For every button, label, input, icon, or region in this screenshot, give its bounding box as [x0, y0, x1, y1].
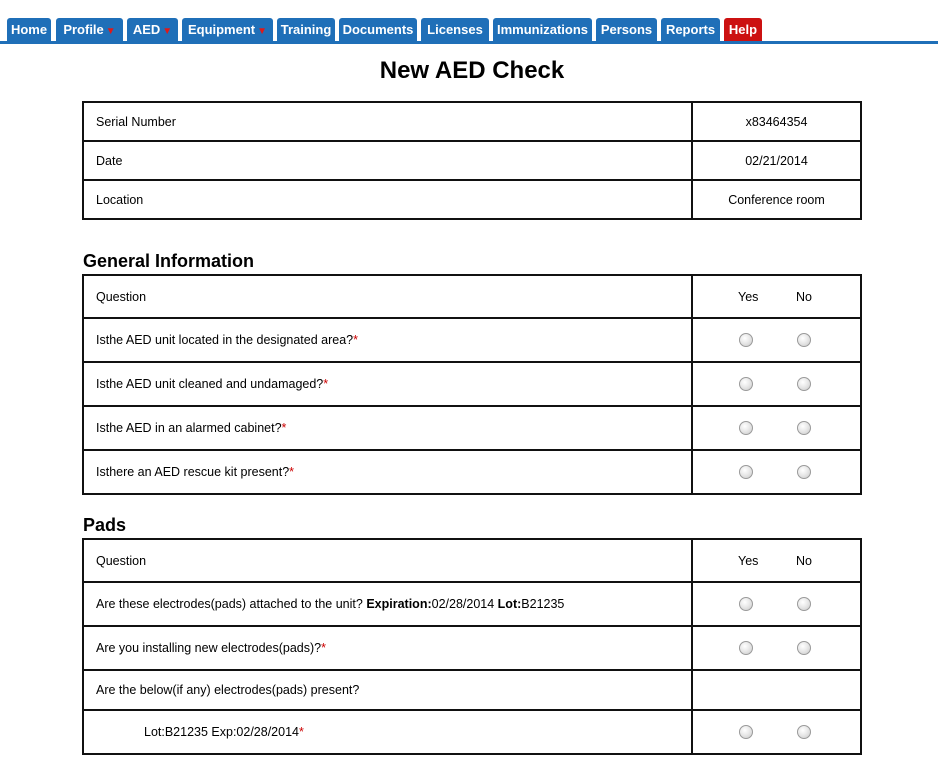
answer-cell [692, 626, 861, 670]
general-info-table [82, 274, 862, 495]
tab-reports[interactable] [661, 18, 720, 42]
question-row [83, 582, 861, 626]
tab-persons[interactable] [596, 18, 657, 42]
table-header-row [83, 539, 861, 582]
tab-equipment[interactable] [182, 18, 273, 42]
required-mark: * [323, 377, 329, 391]
caret-down-icon: ▼ [105, 26, 116, 37]
info-value-cell [692, 180, 861, 219]
required-mark: * [321, 641, 326, 655]
question-text: Isthe AED unit located in the designated area? [96, 333, 354, 347]
info-label: Date [83, 141, 692, 180]
tab-label: Documents [342, 22, 414, 37]
empty-answer-cell [692, 670, 861, 710]
required-mark: * [281, 421, 287, 435]
yes-radio[interactable] [739, 725, 753, 739]
question-row [83, 626, 861, 670]
question-text: Isthe AED unit cleaned and undamaged? [96, 377, 324, 391]
pads-table [82, 538, 862, 755]
answer-cell [692, 450, 861, 494]
question-row [83, 450, 861, 494]
tab-licenses[interactable] [421, 18, 489, 42]
no-radio[interactable] [797, 725, 811, 739]
date-value: 02/21/2014 [745, 153, 808, 168]
yes-header: Yes [738, 553, 759, 568]
lot-label: Lot: [497, 597, 522, 611]
question-header: Question [83, 539, 692, 582]
yes-radio[interactable] [739, 597, 753, 611]
lot-value: B21235 [521, 597, 565, 611]
top-nav [0, 0, 938, 45]
answer-cell [692, 582, 861, 626]
tab-label: Home [10, 22, 48, 37]
question-text: Are these electrodes(pads) attached to the unit? [96, 597, 363, 611]
required-mark: * [299, 725, 304, 739]
question-row [83, 406, 861, 450]
answer-cell [692, 362, 861, 406]
question-text: Are you installing new electrodes(pads)? [96, 641, 322, 655]
question-cell [83, 362, 692, 406]
question-text: Are the below(if any) electrodes(pads) present? [96, 683, 360, 697]
info-value-cell [692, 141, 861, 180]
nav-underline [0, 41, 938, 44]
question-row [83, 670, 861, 710]
question-cell [83, 406, 692, 450]
no-radio[interactable] [797, 641, 811, 655]
info-row-date [83, 141, 861, 180]
no-radio[interactable] [797, 333, 811, 347]
tab-label: Help [728, 22, 758, 37]
question-cell [83, 626, 692, 670]
tab-documents[interactable] [339, 18, 417, 42]
question-row [83, 710, 861, 754]
location-value: Conference room [728, 192, 825, 207]
tab-profile[interactable] [56, 18, 123, 42]
caret-down-icon: ▼ [162, 26, 173, 37]
required-mark: * [353, 333, 358, 347]
yes-radio[interactable] [739, 641, 753, 655]
question-header: Question [83, 275, 692, 318]
answer-cell [692, 406, 861, 450]
question-cell [83, 450, 692, 494]
no-header: No [796, 553, 812, 568]
required-mark: * [289, 465, 295, 479]
tab-label: Persons [600, 22, 653, 37]
answer-cell [692, 318, 861, 362]
aed-info-table [82, 101, 862, 220]
no-radio[interactable] [797, 421, 811, 435]
yes-header: Yes [738, 289, 759, 304]
question-text: Lot:B21235 Exp:02/28/2014 [144, 725, 299, 739]
question-row [83, 362, 861, 406]
table-header-row [83, 275, 861, 318]
expiration-value: 02/28/2014 [431, 597, 495, 611]
question-text: Isthe AED in an alarmed cabinet? [96, 421, 282, 435]
serial-number-value: x83464354 [745, 114, 808, 129]
yes-radio[interactable] [739, 377, 753, 391]
info-row-location [83, 180, 861, 219]
tab-immunizations[interactable] [493, 18, 592, 42]
tab-label: Licenses [427, 22, 483, 37]
question-cell [83, 318, 692, 362]
no-radio[interactable] [797, 377, 811, 391]
tab-label: Training [280, 22, 332, 37]
tab-label: Immunizations [496, 22, 588, 37]
question-row [83, 318, 861, 362]
yes-radio[interactable] [739, 333, 753, 347]
tab-label: Equipment [187, 22, 256, 37]
info-value-cell [692, 102, 861, 141]
yes-no-header-cell [692, 275, 861, 318]
section-title-general: General Information [83, 251, 255, 271]
question-text: Isthere an AED rescue kit present? [96, 465, 290, 479]
expiration-label: Expiration: [366, 597, 432, 611]
section-title-pads: Pads [83, 515, 127, 535]
tab-label: Reports [665, 22, 716, 37]
question-cell [83, 710, 692, 754]
tab-aed[interactable] [127, 18, 178, 42]
page-title: New AED Check [379, 57, 565, 84]
yes-radio[interactable] [739, 465, 753, 479]
no-radio[interactable] [797, 597, 811, 611]
no-radio[interactable] [797, 465, 811, 479]
tab-training[interactable] [277, 18, 335, 42]
info-label: Location [83, 180, 692, 219]
question-cell [83, 670, 692, 710]
tab-home[interactable] [7, 18, 51, 42]
info-label: Serial Number [83, 102, 692, 141]
yes-radio[interactable] [739, 421, 753, 435]
tab-help[interactable] [724, 18, 762, 42]
tab-label: AED [132, 22, 161, 37]
caret-down-icon: ▼ [257, 26, 268, 37]
answer-cell [692, 710, 861, 754]
info-row-serial [83, 102, 861, 141]
tab-label: Profile [63, 22, 104, 37]
yes-no-header-cell [692, 539, 861, 582]
question-cell [83, 582, 692, 626]
no-header: No [796, 289, 812, 304]
